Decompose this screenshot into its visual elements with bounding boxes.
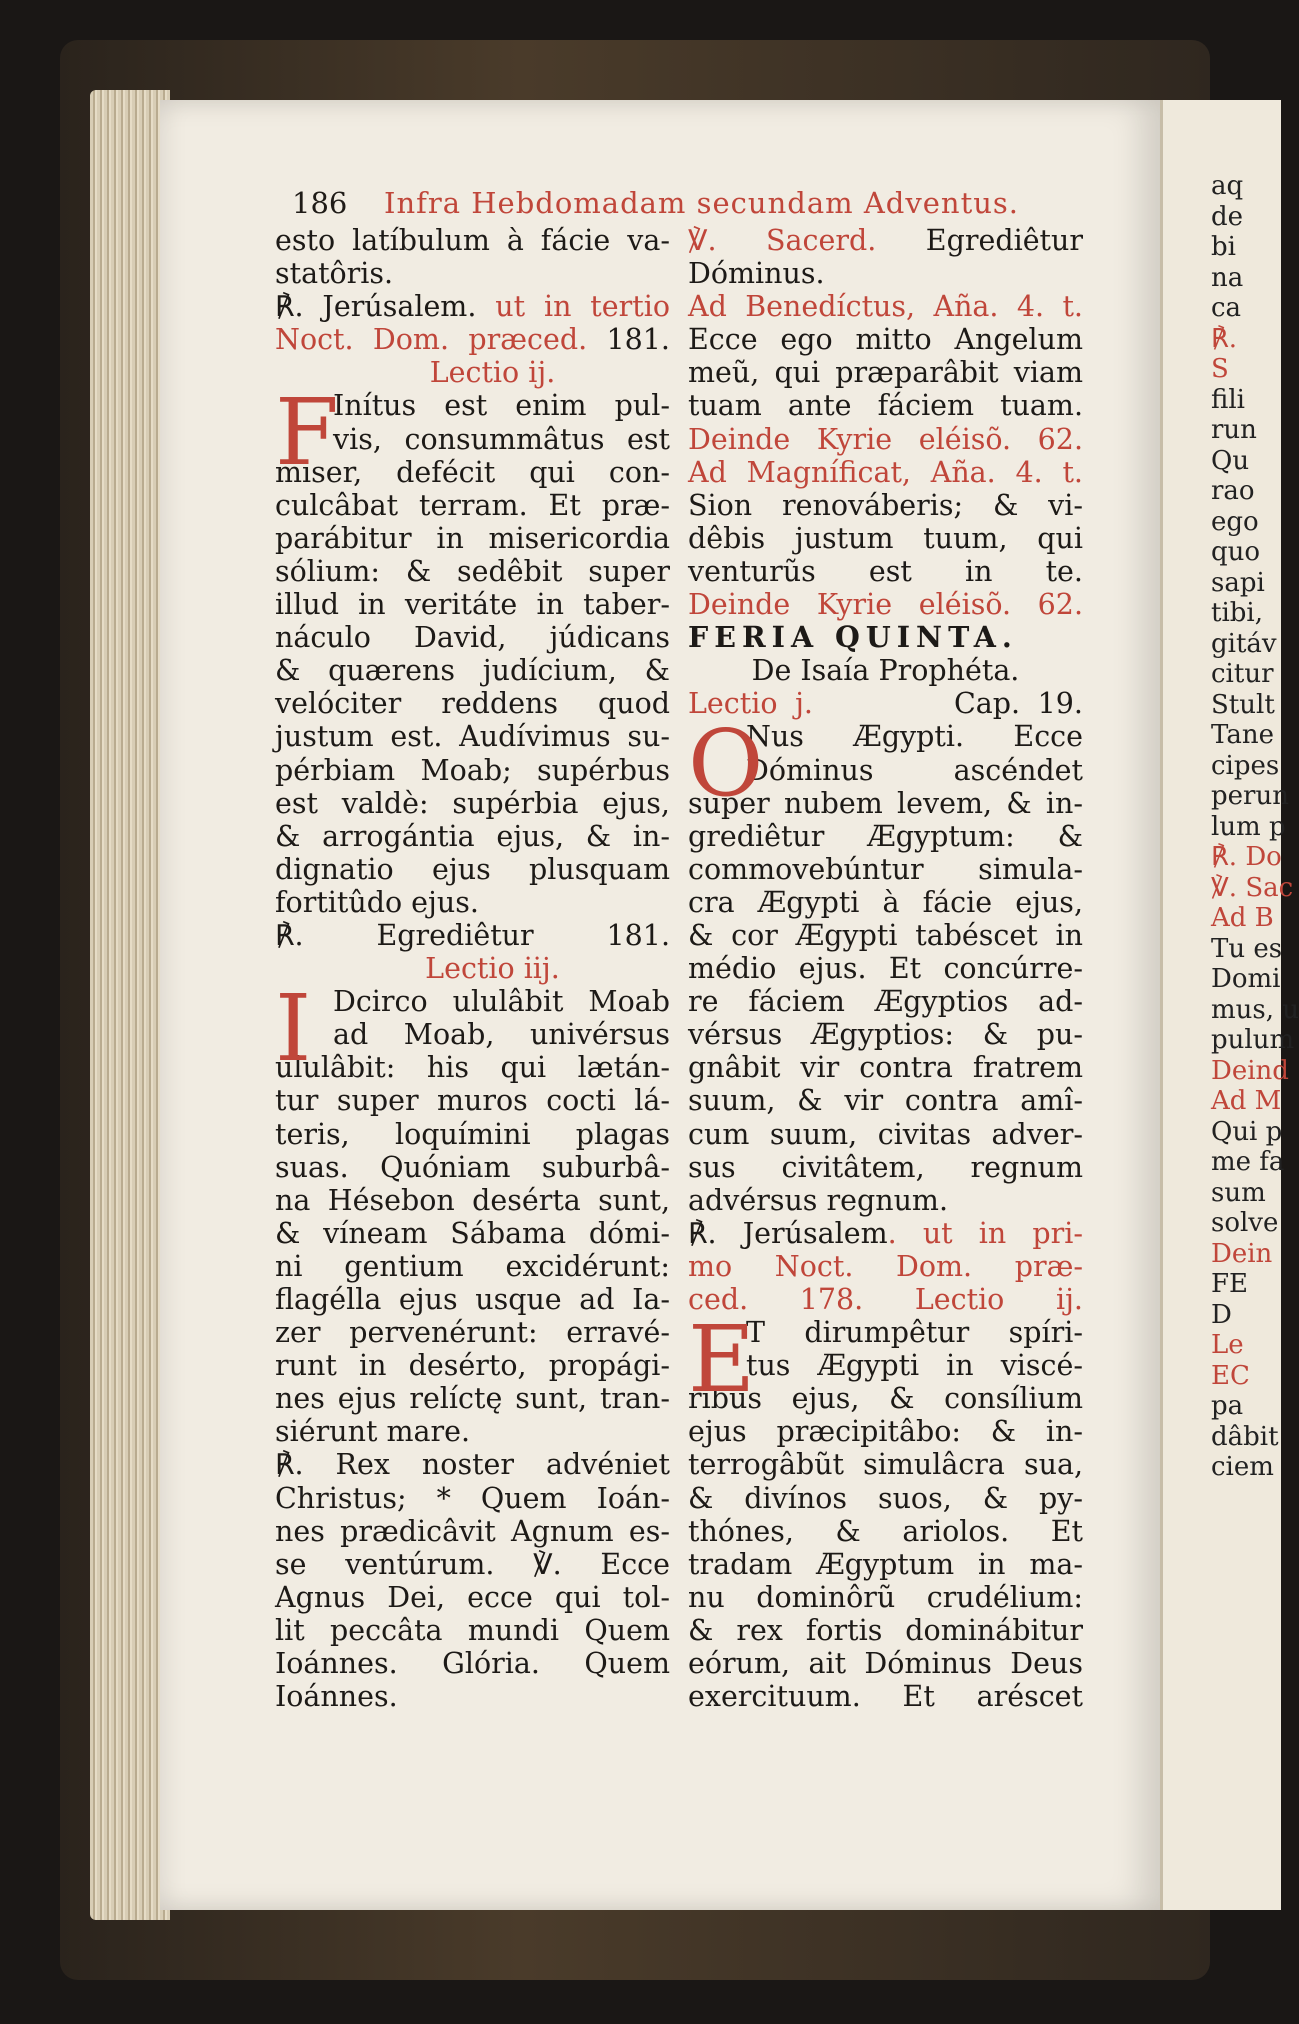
next-page-fragment: run: [1211, 415, 1257, 445]
text-line: sólium: & sedêbit super: [275, 554, 670, 588]
text-line: [275, 1448, 670, 1481]
text-line: esto latíbulum à fácie va-: [275, 224, 670, 257]
text-line: & arrogántia ejus, & in-: [275, 819, 670, 853]
text-line: eórum, ait Dóminus Deus: [688, 1647, 1083, 1681]
line-segment: 181.: [606, 323, 670, 357]
text-line: [275, 290, 670, 323]
left-column: [275, 224, 670, 1713]
text-line: & cor Ægypti tabéscet in: [688, 918, 1083, 952]
text-line: terrogâbũt simulâcra sua,: [688, 1448, 1083, 1482]
next-page-fragment: aq: [1211, 171, 1244, 201]
text-line: runt in desérto, propági-: [275, 1349, 670, 1383]
line-segment: Egrediêtur: [925, 224, 1083, 257]
line-segment: ℟. Jerúsalem.: [275, 290, 477, 324]
next-page-fragment: bi: [1211, 232, 1236, 262]
text-line: velóciter reddens quod: [275, 687, 670, 721]
text-line: náculo David, júdicans: [275, 621, 670, 655]
text-line: lit peccâta mundi Quem: [275, 1613, 670, 1647]
text-line: Sion renováberis; & vi-: [688, 488, 1083, 522]
next-page-fragment: ℟. Do: [1211, 842, 1282, 872]
line-segment: ℟. Rex noster advéniet: [275, 1448, 670, 1482]
next-page-fragment: Deind: [1211, 1055, 1289, 1086]
text-line: culcâbat terram. Et præ-: [275, 488, 670, 522]
drop-cap: F: [275, 379, 339, 487]
next-page-fragment: perun: [1211, 781, 1289, 811]
next-page-fragment: sapi: [1211, 567, 1265, 598]
next-page-fragment: pulum: [1211, 1025, 1295, 1055]
text-line: se ventúrum. ℣. Ecce: [275, 1547, 670, 1581]
text-line: & divínos suos, & py-: [688, 1481, 1083, 1515]
text-line: ejus præcipitâbo: & in-: [688, 1415, 1083, 1449]
next-page-fragment: Ad B: [1211, 903, 1274, 933]
drop-cap: O: [688, 710, 764, 818]
text-line: meũ, qui præparâbit viam: [688, 356, 1083, 390]
next-page-fragment: fili: [1211, 384, 1245, 415]
next-page-fragment: FE: [1211, 1269, 1249, 1299]
line-segment: ℣. Sacerd.: [688, 224, 926, 257]
line-segment: Noct. Dom. præced.: [275, 323, 607, 357]
text-line: ad Moab, univérsus: [333, 1018, 670, 1052]
line-text: Inítus est enim pul-: [333, 389, 670, 423]
next-page-fragment: de: [1211, 201, 1244, 232]
next-page-fragment: cipes: [1211, 750, 1280, 781]
next-page-fragment: Stult: [1211, 689, 1275, 720]
next-page-fragment: ℣. Sac: [1211, 872, 1294, 903]
text-line: Ad Magníficat, Aña. 4. t.: [688, 455, 1083, 489]
text-line: Agnus Dei, ecce qui tol-: [275, 1580, 670, 1614]
text-line: De Isaía Prophéta.: [751, 654, 1020, 688]
line-segment: ℟. Jerúsalem: [688, 1216, 888, 1250]
text-line: teris, loquímini plagas: [275, 1117, 670, 1151]
running-title: Infra Hebdomadam secundam Adventus.: [384, 186, 1020, 220]
next-page-fragment: Domi: [1211, 964, 1281, 994]
text-line: suum, & vir contra amî-: [688, 1084, 1083, 1118]
text-line: exercituum. Et aréscet: [688, 1680, 1083, 1714]
next-page-fragment: tibi,: [1211, 598, 1263, 628]
text-line: justum est. Audívimus su-: [275, 720, 670, 754]
right-column: [688, 224, 1083, 1713]
text-line: commovebúntur simula-: [688, 852, 1083, 886]
text-line: Deinde Kyrie eléisõ. 62.: [688, 422, 1083, 456]
text-line: ribus ejus, & consílium: [688, 1382, 1083, 1416]
text-line: suas. Quóniam suburbâ-: [275, 1150, 670, 1184]
text-line: & víneam Sábama dómi-: [275, 1216, 670, 1250]
line-segment: . ut in pri-: [887, 1216, 1083, 1250]
text-line: Ecce ego mitto Angelum: [688, 323, 1083, 357]
next-page-fragment: Ad M: [1211, 1086, 1282, 1116]
text-line: dignatio ejus plusquam: [275, 852, 670, 886]
right-page-edge: [1160, 100, 1299, 1910]
text-line: tur super muros cocti lá-: [275, 1084, 670, 1118]
text-line: re fáciem Ægyptios ad-: [688, 985, 1083, 1019]
text-line: Deinde Kyrie eléisõ. 62.: [688, 588, 1083, 622]
text-line: zer pervenérunt: erravé-: [275, 1316, 670, 1350]
text-line: nes prædicâvit Agnum es-: [275, 1514, 670, 1548]
text-line: advérsus regnum.: [688, 1183, 949, 1217]
text-line: tus Ægypti in viscé-: [746, 1349, 1083, 1383]
text-line: thónes, & ariolos. Et: [688, 1514, 1083, 1548]
next-page-fragment: solve: [1211, 1208, 1279, 1238]
text-line: sus civitâtem, regnum: [688, 1150, 1083, 1184]
text-line: & quærens judícium, &: [275, 654, 670, 688]
text-line: Christus; * Quem Ioán-: [275, 1481, 670, 1515]
text-line: cum suum, civitas adver-: [688, 1117, 1083, 1151]
text-line: ni gentium excidérunt:: [275, 1249, 670, 1283]
line-segment: ℟. Egrediêtur 181.: [275, 918, 670, 952]
text-line: & rex fortis dominábitur: [688, 1613, 1083, 1647]
text-line: Dóminus ascéndet: [746, 753, 1083, 787]
text-line: [688, 1217, 1083, 1250]
text-line: Dóminus.: [688, 257, 825, 291]
line-text: Nus Ægypti. Ecce: [746, 720, 1083, 754]
page-header: [292, 186, 1072, 226]
next-page-fragment: Le: [1211, 1330, 1244, 1360]
drop-cap: I: [275, 975, 312, 1083]
next-page-fragment: Dein: [1211, 1238, 1273, 1269]
line-segment: Cap. 19.: [953, 687, 1083, 721]
text-line: Ioánnes. Glória. Quem: [275, 1647, 670, 1681]
text-line: vis, consummâtus est: [333, 422, 670, 456]
next-page-fragment: ℟.: [1211, 323, 1238, 354]
text-line: statôris.: [275, 257, 394, 291]
text-line: nu dominôrũ crudélium:: [688, 1580, 1083, 1614]
next-page-fragment: dâbit: [1211, 1421, 1279, 1452]
next-page-fragment: ciem: [1211, 1452, 1274, 1482]
text-line: [688, 224, 1083, 257]
next-page-fragment: rao: [1211, 476, 1255, 506]
text-line: fortitûdo ejus.: [275, 885, 479, 919]
text-line: tuam ante fáciem tuam.: [688, 389, 1083, 423]
text-line: nes ejus relíctę sunt, tran-: [275, 1382, 670, 1416]
next-page-fragment: pa: [1211, 1391, 1244, 1421]
line-text: T dirumpêtur spíri-: [746, 1316, 1083, 1350]
text-line: grediêtur Ægyptum: &: [688, 819, 1083, 853]
text-line: FERIA QUINTA.: [688, 620, 1018, 655]
text-line: Lectio iij.: [425, 952, 560, 986]
next-page-fragment: D: [1211, 1299, 1232, 1330]
text-line: Lectio ij.: [429, 356, 556, 390]
text-line: super nubem levem, & in-: [688, 786, 1083, 820]
text-line: ced. 178. Lectio ij.: [688, 1283, 1083, 1316]
next-page-fragment: Qui p: [1211, 1116, 1283, 1147]
next-page-fragment: S: [1211, 354, 1229, 384]
text-line: parábitur in misericordia: [275, 521, 670, 555]
line-text: Dcirco ululâbit Moab: [333, 985, 670, 1019]
text-line: [275, 323, 670, 356]
next-page-fragment: citur: [1211, 659, 1274, 689]
next-page-fragment: ca: [1211, 293, 1242, 323]
text-line: pérbiam Moab; supérbus: [275, 753, 670, 787]
next-page-fragment: lum p: [1211, 811, 1286, 842]
text-line: vérsus Ægyptios: & pu-: [688, 1018, 1083, 1052]
text-line: est valdè: supérbia ejus,: [275, 786, 670, 820]
next-page-fragment: me fa: [1211, 1147, 1285, 1177]
text-line: siérunt mare.: [275, 1415, 471, 1449]
next-page-fragment: Tu es: [1211, 933, 1283, 964]
text-line: médio ejus. Et concúrre-: [688, 952, 1083, 986]
text-line: Ad Benedíctus, Aña. 4. t.: [688, 290, 1083, 324]
text-line: venturũs est in te.: [688, 554, 1083, 588]
line-segment: Lectio j.: [688, 687, 954, 721]
text-line: mo Noct. Dom. præ-: [688, 1249, 1083, 1283]
line-segment: ut in tertio: [476, 290, 670, 324]
next-page-fragment: Qu: [1211, 445, 1250, 476]
text-line: dêbis justum tuum, qui: [688, 521, 1083, 555]
next-page-fragment: Tane: [1211, 720, 1274, 750]
text-line: na Hésebon desérta sunt,: [275, 1183, 670, 1217]
text-line: miser, defécit qui con-: [275, 455, 670, 489]
text-line: gnâbit vir contra fratrem: [688, 1051, 1083, 1085]
next-page-fragment: na: [1211, 262, 1244, 293]
text-line: flagélla ejus usque ad Ia-: [275, 1283, 670, 1316]
next-page-fragment: gitáv: [1211, 628, 1277, 659]
text-line: ululâbit: his qui lætán-: [275, 1051, 670, 1085]
page-edges: [90, 90, 170, 1920]
text-line: illud in veritáte in taber-: [275, 588, 670, 622]
text-line: cra Ægypti à fácie ejus,: [688, 885, 1083, 919]
text-line: Ioánnes.: [275, 1680, 398, 1714]
next-page-fragment: ego: [1211, 506, 1259, 537]
next-page-fragment: mus, u: [1211, 994, 1299, 1025]
next-page-fragment: sum: [1211, 1177, 1266, 1208]
text-line: tradam Ægyptum in ma-: [688, 1547, 1083, 1581]
text-line: [275, 919, 670, 952]
drop-cap: E: [688, 1306, 756, 1414]
page-number: 186: [292, 186, 348, 220]
next-page-fragment: quo: [1211, 537, 1261, 567]
next-page-fragment: EC: [1211, 1360, 1250, 1391]
